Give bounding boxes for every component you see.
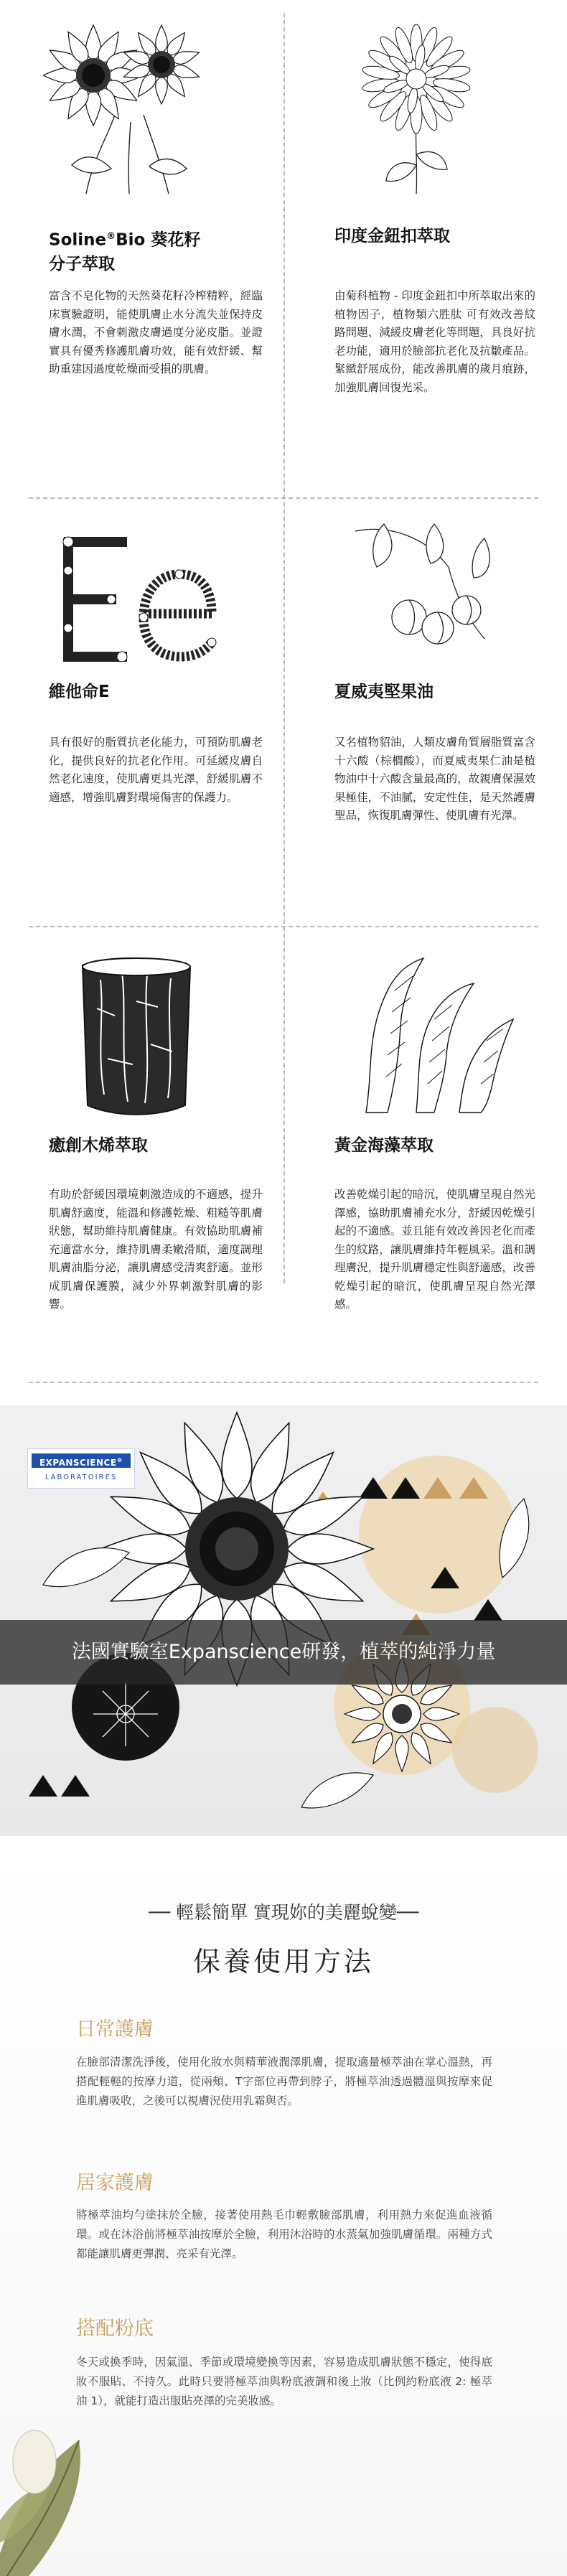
registered-mark: ® (106, 231, 116, 242)
sunflower-illustration (43, 14, 215, 201)
usage-subtitle: ── 輕鬆簡單 實現妳的美麗蛻變── (148, 1902, 419, 1923)
chrysanthemum-illustration (330, 22, 502, 208)
usage-section-title: 日常護膚 (76, 2018, 154, 2041)
ingredient-description: 富含不皂化物的天然葵花籽冷榨精粹，經臨床實驗證明，能使肌膚止水分流失並保持皮膚水潤，不會刺激皮膚過度分泌皮脂。並證實具有優秀修護肌膚功效，能有效舒緩、幫助重建因過度乾燥而受損的肌膚。 (49, 289, 263, 375)
logo-subtext: LABORATOIRES (44, 1474, 118, 1481)
ingredient-title: 黃金海藻萃取 (334, 1136, 434, 1155)
ingredient-title: 印度金鈕扣萃取 (334, 227, 450, 245)
banner-caption: 法國實驗室Expanscience研發，植萃的純淨力量 (0, 1620, 567, 1685)
usage-section-body: 冬天或換季時，因氣溫、季節或環境變換等因素，容易造成肌膚狀態不穩定，使得底妝不服貼、不持久。此時只要將極萃油與粉底液調和後上妝（比例約粉底液 2: 極萃油 1），就能打造出服貼亮澤的完美妝感。 (76, 2356, 492, 2407)
ingredient-description: 改善乾燥引起的暗沉，使肌膚呈現自然光澤感，協助肌膚補充水分，舒緩因乾燥引起的不適感。並且能有效改善因老化而產生的紋路，讓肌膚維持年輕風采。溫和調理膚況，提升肌膚穩定性與舒適感，改善乾燥引起的暗沉，使肌膚呈現自然光澤感。 (334, 1188, 535, 1311)
ingredient-title-main: Soline (49, 230, 107, 250)
ingredient-description: 又名植物貂油，人類皮膚角質層脂質富含十六酸（棕櫚酸），而夏威夷果仁油是植物油中十六酸含量最高的，故親膚保濕效果極佳，不油膩，安定性佳，是天然護膚聖品，恢復肌膚彈性、使肌膚有光澤。 (334, 736, 535, 822)
logo-wordmark: EXPANSCIENCE® (32, 1453, 131, 1468)
usage-section-title: 搭配粉底 (76, 2318, 154, 2340)
ingredient-title (49, 225, 278, 276)
ingredient-title: 維他命E (49, 683, 110, 701)
grid-divider-horizontal (29, 497, 538, 499)
grid-divider-horizontal (29, 1382, 538, 1383)
grid-divider-vertical (284, 13, 285, 1283)
grid-divider-horizontal (29, 926, 538, 927)
floral-letters-ee-illustration (43, 528, 230, 671)
brand-banner (0, 1405, 567, 1836)
usage-section-body: 將極萃油均勻塗抹於全臉，接著使用熱毛巾輕敷臉部肌膚，利用熱力來促進血液循環。或在沐浴前將極萃油按摩於全臉，利用沐浴時的水蒸氣加強肌膚循環。兩種方式都能讓肌膚更彈潤、亮采有光澤。 (76, 2209, 492, 2260)
ingredient-title-rest: Bio 葵花籽 (116, 230, 201, 250)
usage-title: 保養使用方法 (192, 1946, 374, 1977)
ingredient-description: 有助於舒緩因環境刺激造成的不適感，提升肌膚舒適度，能溫和修護乾燥、粗糙等肌膚狀態，幫助維持肌膚健康。有效協助肌膚補充適當水分，維持肌膚柔嫩滑順，適度調理肌膚油脂分泌，讓肌膚感受清爽舒適。並形成肌膚保護膜，減少外界刺激對肌膚的影響。 (49, 1188, 263, 1311)
ingredient-title: 癒創木烯萃取 (49, 1136, 148, 1155)
ingredient-title: 夏威夷堅果油 (334, 683, 434, 701)
ingredient-description: 具有很好的脂質抗老化能力，可預防肌膚老化，提供良好的抗老化作用。可延緩皮膚自然老化速度，使肌膚更具光澤，舒緩肌膚不適感，增強肌膚對環境傷害的保護力。 (49, 736, 263, 804)
seaweed-illustration (345, 947, 517, 1120)
usage-section-title: 居家護膚 (76, 2172, 154, 2194)
macadamia-illustration (341, 510, 520, 675)
brand-logo (27, 1448, 135, 1489)
ingredient-title-line2: 分子萃取 (49, 254, 115, 273)
usage-section-body: 在臉部清潔洗淨後，使用化妝水與精華液潤澤肌膚，提取適量極萃油在掌心溫熱，再搭配輕輕的按摩力道，從兩頰、T字部位再帶到脖子，將極萃油透過體溫與按摩來促進肌膚吸收，之後可以視膚況使用乳霜與否。 (76, 2056, 492, 2107)
tree-bark-illustration (65, 951, 208, 1123)
ingredient-description: 由菊科植物 - 印度金鈕扣中所萃取出來的植物因子，植物類六胜肽 可有效改善紋路問題、減緩皮膚老化等問題，具良好抗老功能，適用於臉部抗老化及抗皺產品。緊緻舒展成份，能改善肌膚的歲月痕跡，加強肌膚回復光采。 (334, 289, 535, 394)
